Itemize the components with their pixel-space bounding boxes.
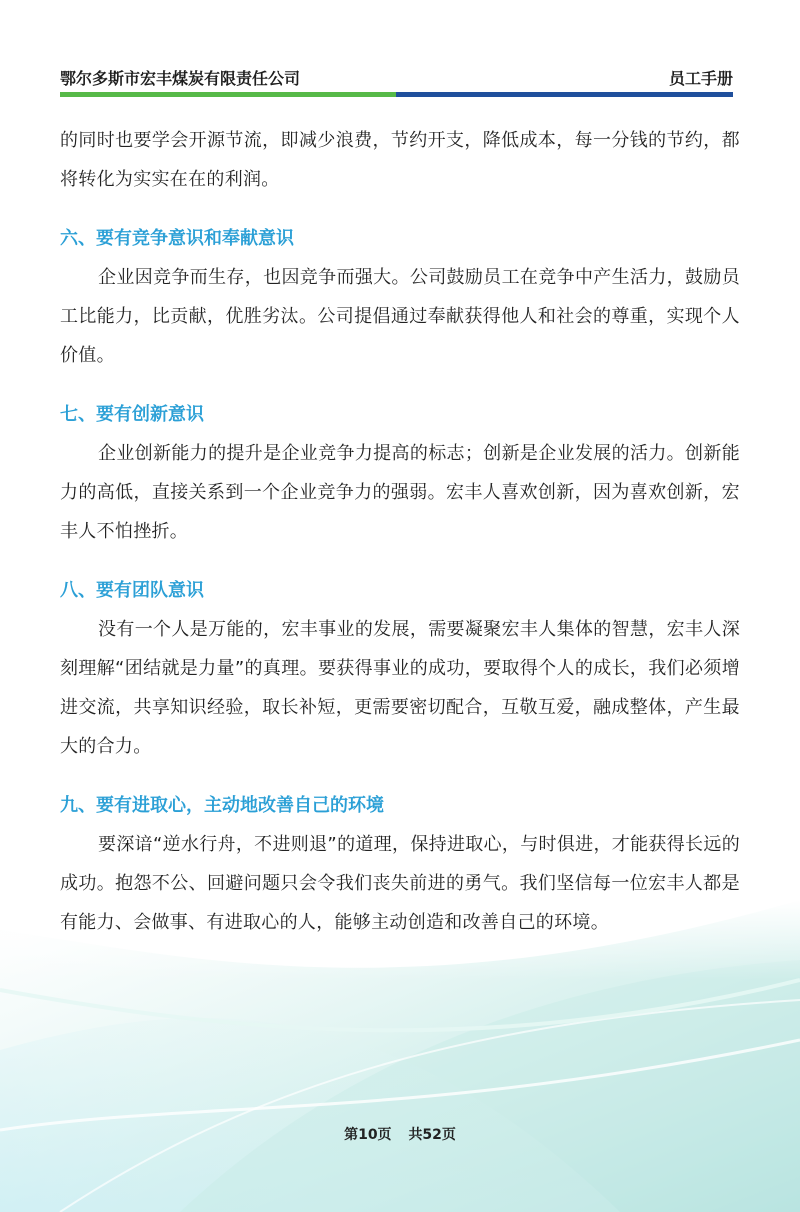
- main-content: [60, 121, 740, 942]
- section-heading-7: 七、要有创新意识: [60, 404, 204, 425]
- section-heading-9: 九、要有进取心，主动地改善自己的环境: [60, 795, 384, 816]
- section-heading-8: 八、要有团队意识: [60, 580, 204, 601]
- page-header: [60, 66, 733, 88]
- section-body-8: 没有一个人是万能的，宏丰事业的发展，需要凝聚宏丰人集体的智慧，宏丰人深刻理解“团结就是力量”的真理。要获得事业的成功，要取得个人的成长，我们必须增进交流，共享知识经验，取长补短，更需要密切配合，互敬互爱，融成整体，产生最大的合力。: [60, 619, 740, 757]
- page-footer: [0, 1124, 800, 1144]
- page-number: 第10页: [344, 1127, 392, 1143]
- header-rule-blue: [396, 92, 733, 97]
- section-body-9: 要深谙“逆水行舟，不进则退”的道理，保持进取心，与时俱进，才能获得长远的成功。抱怨不公、回避问题只会令我们丧失前进的勇气。我们坚信每一位宏丰人都是有能力、会做事、有进取心的人，能够主动创造和改善自己的环境。: [60, 834, 740, 933]
- intro-paragraph: 的同时也要学会开源节流，即减少浪费，节约开支，降低成本，每一分钱的节约，都将转化为实实在在的利润。: [60, 130, 740, 190]
- section-body-6: 企业因竞争而生存，也因竞争而强大。公司鼓励员工在竞争中产生活力，鼓励员工比能力，比贡献，优胜劣汰。公司提倡通过奉献获得他人和社会的尊重，实现个人价值。: [60, 267, 740, 366]
- page-total: 共52页: [408, 1127, 456, 1143]
- header-rule-green: [60, 92, 396, 97]
- handbook-title: 员工手册: [668, 69, 733, 88]
- section-heading-6: 六、要有竞争意识和奉献意识: [60, 228, 294, 249]
- company-name: 鄂尔多斯市宏丰煤炭有限责任公司: [60, 69, 301, 88]
- section-body-7: 企业创新能力的提升是企业竞争力提高的标志；创新是企业发展的活力。创新能力的高低，直接关系到一个企业竞争力的强弱。宏丰人喜欢创新，因为喜欢创新，宏丰人不怕挫折。: [60, 443, 740, 542]
